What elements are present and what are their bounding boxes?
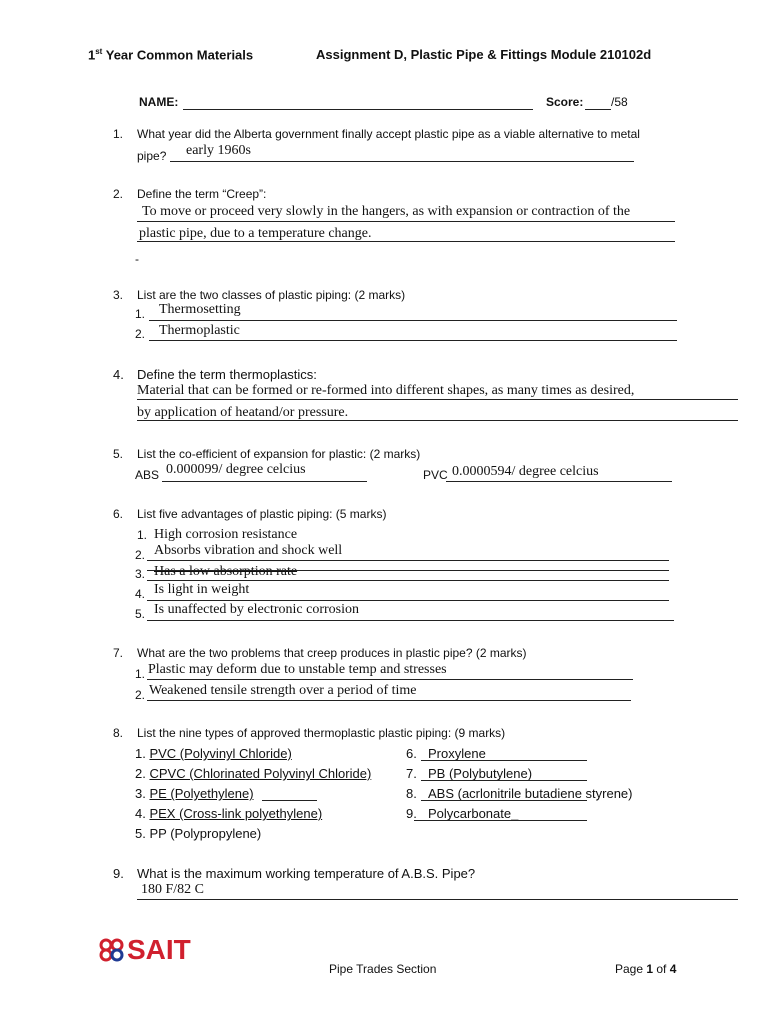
q6-item-3-line xyxy=(147,580,669,581)
footer-section: Pipe Trades Section xyxy=(329,962,437,976)
sait-logo-icon xyxy=(99,938,125,962)
page-indicator: Page 1 of 4 xyxy=(615,962,677,976)
q1-answer-line xyxy=(170,161,634,162)
q8-left-item-1: 1. PVC (Polyvinyl Chloride) xyxy=(135,746,292,761)
q2-answer-1: To move or proceed very slowly in the hangers, as with expansion or contraction of the xyxy=(142,204,631,219)
q1-text-cont: pipe? xyxy=(137,149,167,163)
q7-text: What are the two problems that creep produces in plastic pipe? (2 marks) xyxy=(137,646,527,660)
pvc-answer-line xyxy=(446,481,672,482)
score-label: Score: xyxy=(546,95,584,109)
q7-item-1-number: 1. xyxy=(135,667,146,681)
pvc-answer: 0.0000594/ degree celcius xyxy=(452,464,599,479)
abs-label: ABS xyxy=(135,468,160,482)
q4-number: 4. xyxy=(113,367,124,382)
q4-answer-1: Material that can be formed or re-formed into different shapes, as many times as desired, xyxy=(137,383,635,398)
q7-item-1-answer: Plastic may deform due to unstable temp and stresses xyxy=(148,662,447,677)
q4-answer-2: by application of heatand/or pressure. xyxy=(137,405,349,420)
q3-item-2-line xyxy=(149,340,677,341)
q8-number: 8. xyxy=(113,726,124,740)
q6-item-5-line xyxy=(147,620,674,621)
q8-left-item-3: 3. PE (Polyethylene) xyxy=(135,786,254,801)
q6-item-5-answer: Is unaffected by electronic corrosion xyxy=(154,602,359,617)
q6-item-3-line-upper xyxy=(147,570,669,571)
q2-answer-line-1 xyxy=(137,221,675,222)
q6-item-5-number: 5. xyxy=(135,607,146,621)
q8-right-item-9-line xyxy=(414,820,587,821)
q6-item-4-number: 4. xyxy=(135,587,146,601)
q8-right-item-7-answer: PB (Polybutylene) xyxy=(428,766,533,781)
q2-answer-line-2 xyxy=(137,241,675,242)
q6-item-2-line xyxy=(147,560,669,561)
q8-right-item-6-answer: Proxylene xyxy=(428,746,486,761)
q3-item-1-answer: Thermosetting xyxy=(159,302,241,317)
q6-item-1-number: 1. xyxy=(137,528,148,542)
q4-answer-line-1 xyxy=(137,399,738,400)
q7-item-2-number: 2. xyxy=(135,688,146,702)
q6-number: 6. xyxy=(113,507,124,521)
q8-right-item-6-number: 6. xyxy=(406,746,417,761)
abs-answer-line xyxy=(162,481,367,482)
sait-logo-text: SAIT xyxy=(127,934,191,965)
q6-item-2-number: 2. xyxy=(135,548,146,562)
q5-text: List the co-efficient of expansion for plastic: (2 marks) xyxy=(137,447,421,461)
q8-right-item-9-number: 9. xyxy=(406,806,417,821)
course-title: 1st Year Common Materials xyxy=(88,47,254,63)
q1-number: 1. xyxy=(113,127,124,141)
q6-item-4-answer: Is light in weight xyxy=(154,582,250,597)
q8-right-item-7-line xyxy=(421,780,587,781)
q7-number: 7. xyxy=(113,646,124,660)
score-field[interactable] xyxy=(585,109,611,110)
q8-right-item-9-answer: Polycarbonate_ xyxy=(428,806,519,821)
q2-text: Define the term “Creep”: xyxy=(137,187,267,201)
abs-answer: 0.000099/ degree celcius xyxy=(166,462,306,477)
q8-right-item-8-line xyxy=(421,800,587,801)
q8-right-item-8-number: 8. xyxy=(406,786,417,801)
q8-text: List the nine types of approved thermoplastic plastic piping: (9 marks) xyxy=(137,726,506,740)
q6-item-2-answer: Absorbs vibration and shock well xyxy=(154,543,343,558)
q8-right-item-7-number: 7. xyxy=(406,766,417,781)
q8-right-item-8-answer: ABS (acrlonitrile butadiene styrene) xyxy=(428,786,633,801)
score-total: /58 xyxy=(611,95,628,109)
pvc-label: PVC xyxy=(423,468,448,482)
q8-left-item-5: 5. PP (Polypropylene) xyxy=(135,826,262,841)
q1-answer: early 1960s xyxy=(186,143,251,158)
assignment-title: Assignment D, Plastic Pipe & Fittings Module 210102d xyxy=(316,47,652,62)
q7-item-2-answer: Weakened tensile strength over a period of time xyxy=(149,683,417,698)
q9-answer: 180 F/82 C xyxy=(141,882,205,897)
q3-item-2-number: 2. xyxy=(135,327,146,341)
q3-item-2-answer: Thermoplastic xyxy=(159,323,240,338)
q3-item-1-number: 1. xyxy=(135,307,146,321)
q2-number: 2. xyxy=(113,187,124,201)
name-field[interactable] xyxy=(183,109,533,110)
q8-right-item-6-line xyxy=(421,760,587,761)
q8-left-item-2: 2. CPVC (Chlorinated Polyvinyl Chloride) xyxy=(135,766,372,781)
q9-text: What is the maximum working temperature of A.B.S. Pipe? xyxy=(137,866,476,881)
q8-left-item-3-line xyxy=(262,800,317,801)
q3-item-1-line xyxy=(149,320,677,321)
q9-answer-line xyxy=(137,899,738,900)
q3-number: 3. xyxy=(113,288,124,302)
q4-text: Define the term thermoplastics: xyxy=(137,367,317,382)
q6-text: List five advantages of plastic piping: (5 marks) xyxy=(137,507,387,521)
q5-number: 5. xyxy=(113,447,124,461)
q6-item-4-line xyxy=(147,600,669,601)
q7-item-2-line xyxy=(147,700,631,701)
q1-text: What year did the Alberta government finally accept plastic pipe as a viable alternative to metal xyxy=(137,127,640,141)
q6-item-3-number: 3. xyxy=(135,567,146,581)
q9-number: 9. xyxy=(113,866,124,881)
q6-item-1-answer: High corrosion resistance xyxy=(154,527,298,542)
q6-item-3-answer: Has a low absorption rate xyxy=(154,564,298,579)
name-label: NAME: xyxy=(139,95,179,109)
q2-mark: - xyxy=(135,252,139,266)
q4-answer-line-2 xyxy=(137,420,738,421)
q7-item-1-line xyxy=(147,679,633,680)
q2-answer-2: plastic pipe, due to a temperature change. xyxy=(139,226,372,241)
q3-text: List are the two classes of plastic piping: (2 marks) xyxy=(137,288,406,302)
q8-left-item-4: 4. PEX (Cross-link polyethylene) xyxy=(135,806,323,821)
